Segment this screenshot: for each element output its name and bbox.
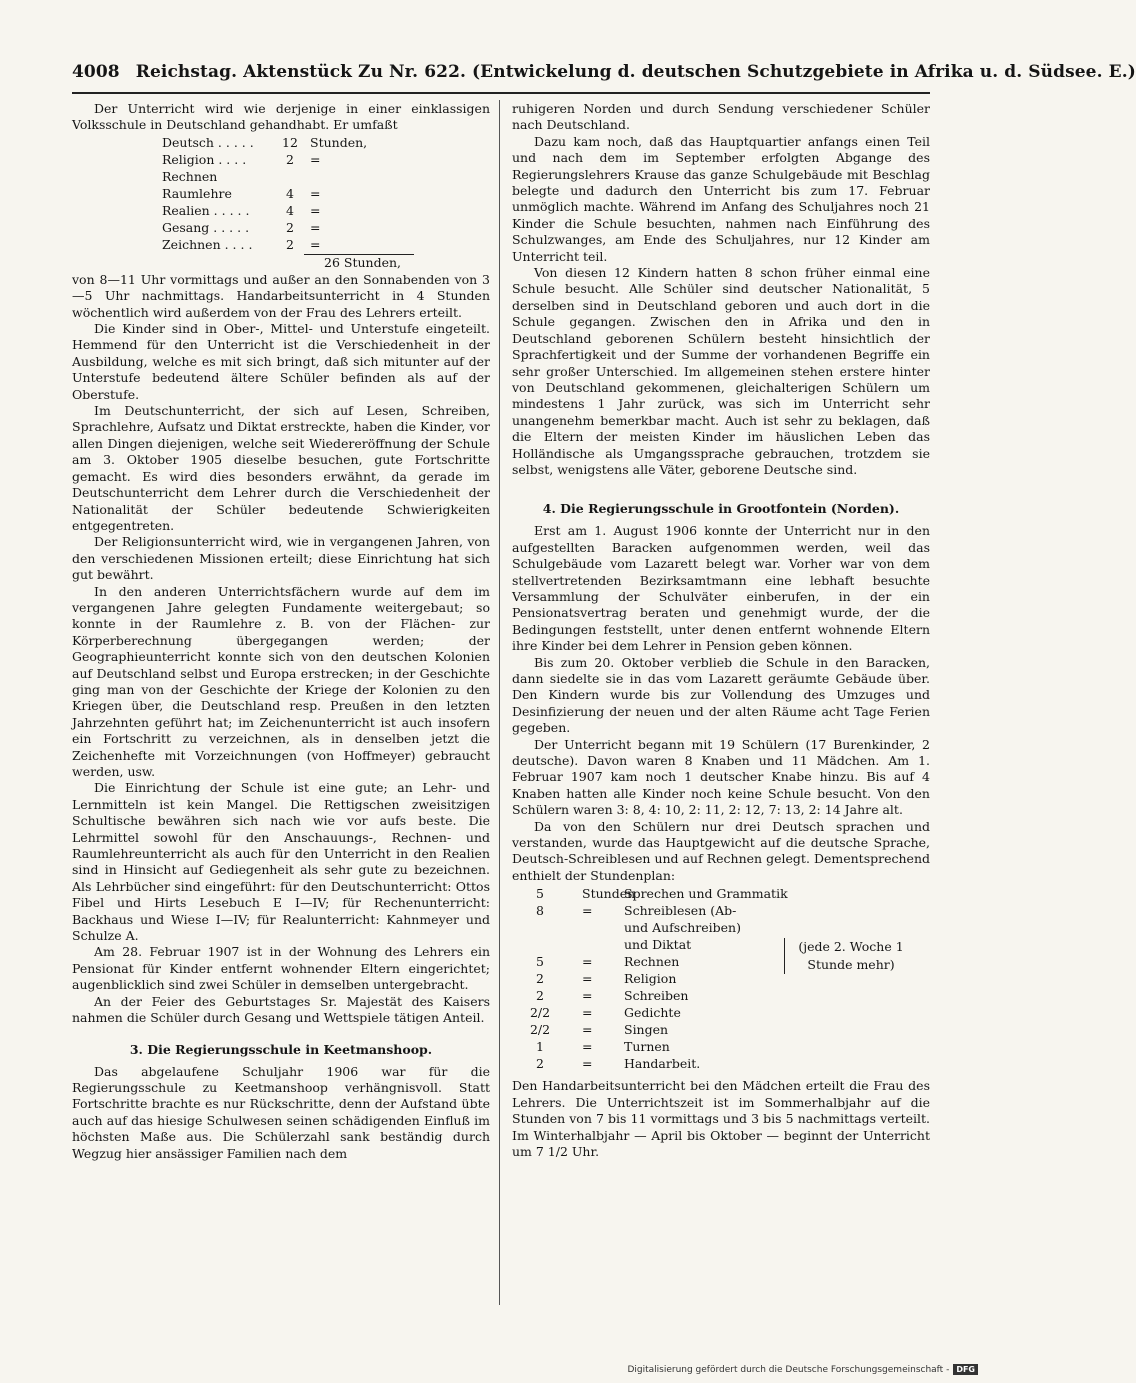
- paragraph: In den anderen Unterrichtsfächern wurde auf dem im vergangenen Jahre gelegten Fundamente weitergebaut; so konnte in der Raumlehre z. B. von der Flächen- zur Körperberechnung übergegangen werden; der Geographieunterricht konnte sich von den deutschen Kolonien auf Deutschland selbst und Europa erstrecken; in der Geschichte ging man von der Geschichte der Kriege der Kolonien zu den Kriegen über, die Deutschland resp. Preußen in den letzten Jahrzehnten geführt hat; im Zeichenunterricht ist auch insofern ein Fortschritt zu verzeichnen, als in denselben jetzt die Zeichenhefte mit Vorzeichnungen (von Hoffmeyer) gebraucht werden, usw.: [72, 583, 490, 779]
- timetable-row: 1 = Turnen: [536, 1039, 670, 1055]
- timetable-row: 8 = Schreiblesen (Ab-: [536, 903, 737, 919]
- timetable: [512, 886, 930, 1076]
- paragraph: Erst am 1. August 1906 konnte der Unterricht nur in den aufgestellten Baracken aufgenommen werden, weil das Schulgebäude vom Lazarett belegt war. Vorher war von dem stellvertretenden Bezirksamtmann eine lebhaft besuchte Versammlung der Schulväter einberufen, in der ein Pensionatsvertrag beraten und genehmigt wurde, der die Bedingungen feststellt, unter denen entfernt wohnende Eltern ihre Kinder bei dem Lehrer in Pension geben können.: [512, 523, 930, 654]
- paragraph: Am 28. Februar 1907 ist in der Wohnung des Lehrers ein Pensionat für Kinder entfernt wohnender Eltern eingerichtet; augenblicklich sind zwei Schüler in demselben untergebracht.: [72, 944, 490, 993]
- running-title: Reichstag. Aktenstück Zu Nr. 622. (Entwickelung d. deutschen Schutzgebiete in Afrika u. d. Südsee. E.): [135, 62, 1136, 82]
- section-heading: 3. Die Regierungsschule in Keetmanshoop.: [129, 1041, 433, 1057]
- left-column: [72, 101, 490, 1162]
- right-column: [512, 101, 930, 1160]
- paragraph: Von diesen 12 Kindern hatten 8 schon früher einmal eine Schule besucht. Alle Schüler sind deutscher Nationalität, 5 derselben sind in Deutschland geboren und auch dort in die Schule gegangen. Zwischen den in Afrika und den in Deutschland geborenen Schülern besteht hinsichtlich der Sprachfertigkeit und der Summe der vorhandenen Begriffe ein sehr großer Unterschied. Im allgemeinen stehen erstere hinter von Deutschland gekommenen, gleichalterigen Schülern um mindestens 1 Jahr zurück, was sich im Unterricht sehr unangenehm bemerkbar macht. Auch ist sehr zu beklagen, daß die Eltern der meisten Kinder im häuslichen Leben das Holländische als Umgangssprache gebrauchen, trotzdem sie selbst, wenigstens alle Väter, geborene Deutsche sind.: [512, 265, 930, 477]
- timetable-row: 2/2 = Singen: [529, 1022, 669, 1038]
- timetable-row: 2 = Schreiben: [536, 988, 689, 1004]
- schedule-row: Religion . . . . 2 =: [162, 151, 321, 167]
- page-number: 4008: [72, 62, 120, 82]
- paragraph: ruhigeren Norden und durch Sendung verschiedener Schüler nach Deutschland.: [512, 101, 930, 133]
- schedule-row: Realien . . . . . 4 =: [162, 202, 321, 218]
- page-header: [72, 62, 1136, 90]
- paragraph: An der Feier des Geburtstages Sr. Majestät des Kaisers nahmen die Schüler durch Gesang und Wettspiele tätigen Anteil.: [72, 993, 490, 1026]
- timetable-row: 5 Stunden Sprechen und Grammatik: [536, 886, 788, 902]
- paragraph: Da von den Schülern nur drei Deutsch sprachen und verstanden, wurde das Hauptgewicht auf die deutsche Sprache, Deutsch-Schreiblesen und auf Rechnen gelegt. Dementsprechend enthielt der Stundenplan:: [512, 818, 930, 883]
- timetable-row: 2/2 = Gedichte: [529, 1005, 681, 1021]
- dfg-logo: DFG: [953, 1364, 978, 1375]
- column-divider: [499, 100, 500, 1305]
- header-rule: [72, 92, 930, 94]
- paragraph: Die Einrichtung der Schule ist eine gute; an Lehr- und Lernmitteln ist kein Mangel. Die Rettigschen zweisitzigen Schultische bewähren sich nach wie vor aufs beste. Die Lehrmittel sowohl für den Anschauungs-, Rechnen- und Raumlehreunterricht als auch für den Unterricht in den Realien sind in Hinsicht auf Gediegenheit als sehr gute zu bezeichnen. Als Lehrbücher sind eingeführt: für den Deutschunterricht: Ottos Fibel und Hirts Lesebuch E I—IV; für Rechenunterricht: Backhaus und Wiese I—IV; für Realunterricht: Kahnmeyer und Schulze A.: [72, 780, 490, 944]
- weekly-schedule: [162, 135, 490, 272]
- timetable-row: und Aufschreiben): [624, 920, 741, 936]
- paragraph: Die Kinder sind in Ober-, Mittel- und Unterstufe eingeteilt. Hemmend für den Unterricht ist die Verschiedenheit in der Ausbildung, welche es mit sich bringt, daß sich mitunter auf der Unterstufe bedeutend ältere Schüler befinden als auf der Oberstufe.: [72, 321, 490, 402]
- schedule-row: Gesang . . . . . 2 =: [162, 219, 321, 235]
- timetable-row: 5 = Rechnen: [536, 954, 680, 970]
- section-heading: 4. Die Regierungsschule in Grootfontein (Norden).: [542, 501, 900, 517]
- paragraph: Dazu kam noch, daß das Hauptquartier anfangs einen Teil und nach dem im September erfolgten Abgange des Regierungslehrers Krause das ganze Schulgebäude mit Beschlag belegte und dadurch den Unterricht bis zum 17. Februar unmöglich machte. Während im Anfang des Schuljahres noch 21 Kinder die Schule besuchten, nahmen nach Einführung des Schulzwanges, am Ende des Schuljahres, nur 12 Kinder am Unterricht teil.: [512, 133, 930, 264]
- schedule-row: Deutsch . . . . . 12 Stunden,: [162, 134, 368, 150]
- paragraph: Im Deutschunterricht, der sich auf Lesen, Schreiben, Sprachlehre, Aufsatz und Diktat erstreckte, haben die Kinder, vor allen Dingen diejenigen, welche seit Wiedereröffnung der Schule am 3. Oktober 1905 dieselbe besuchen, gute Fortschritte gemacht. Es wird dies besonders erwähnt, da gerade im Deutschunterricht dem Lehrer durch die Verschiedenheit der Nationalität der Schüler bedeutende Schwierigkeiten entgegentreten.: [72, 403, 490, 533]
- timetable-row: und Diktat: [624, 937, 692, 953]
- timetable-row: 2 = Religion: [536, 971, 677, 987]
- schedule-row: Zeichnen . . . . 2 =: [162, 236, 321, 252]
- paragraph: von 8—11 Uhr vormittags und außer an den Sonnabenden von 3—5 Uhr nachmittags. Handarbeitsunterricht in 4 Stunden wöchentlich wird außerdem von der Frau des Lehrers erteilt.: [72, 271, 490, 320]
- paragraph: Den Handarbeitsunterricht bei den Mädchen erteilt die Frau des Lehrers. Die Unterrichtszeit ist im Sommerhalbjahr auf die Stunden von 7 bis 11 vormittags und 3 bis 5 nachmittags verteilt. Im Winterhalbjahr — April bis Oktober — beginnt der Unterricht um 7 1/2 Uhr.: [512, 1078, 930, 1159]
- schedule-row: Raumlehre 4 =: [162, 185, 321, 201]
- paragraph: Das abgelaufene Schuljahr 1906 war für die Regierungsschule zu Keetmanshoop verhängnisvoll. Statt Fortschritte brachte es nur Rückschritte, denn der Aufstand übte auch auf das hiesige Schulwesen seinen schädigenden Einfluß im höchsten Maße aus. Die Schülerzahl sank beständig durch Wegzug hier ansässiger Familien nach dem: [72, 1063, 490, 1161]
- schedule-total: 26 Stunden,: [304, 254, 414, 272]
- credit-text: Digitalisierung gefördert durch die Deutsche Forschungsgemeinschaft -: [627, 1364, 950, 1375]
- paragraph: Der Religionsunterricht wird, wie in vergangenen Jahren, von den verschiedenen Missionen erteilt; diese Einrichtung hat sich gut bewährt.: [72, 534, 490, 583]
- schedule-row: Rechnen: [162, 168, 218, 184]
- paragraph: Bis zum 20. Oktober verblieb die Schule in den Baracken, dann siedelte sie in das vom Lazarett geräumte Gebäude über. Den Kindern wurde bis zur Vollendung des Umzuges und Desinfizierung der neuen und der alten Räume acht Tage Ferien gegeben.: [512, 654, 930, 736]
- paragraph: Der Unterricht begann mit 19 Schülern (17 Burenkinder, 2 deutsche). Davon waren 8 Knaben und 11 Mädchen. Am 1. Februar 1907 kam noch 1 deutscher Knabe hinzu. Bis auf 4 Knaben hatten alle Kinder noch keine Schule besucht. Von den Schülern waren 3: 8, 4: 10, 2: 11, 2: 12, 7: 13, 2: 14 Jahre alt.: [512, 736, 930, 818]
- paragraph: Der Unterricht wird wie derjenige in einer einklassigen Volksschule in Deutschland gehandhabt. Er umfaßt: [72, 101, 490, 133]
- digitization-credit: [627, 1364, 978, 1375]
- timetable-row: 2 = Handarbeit.: [536, 1056, 701, 1072]
- timetable-note: (jede 2. Woche 1 Stunde mehr): [784, 938, 911, 974]
